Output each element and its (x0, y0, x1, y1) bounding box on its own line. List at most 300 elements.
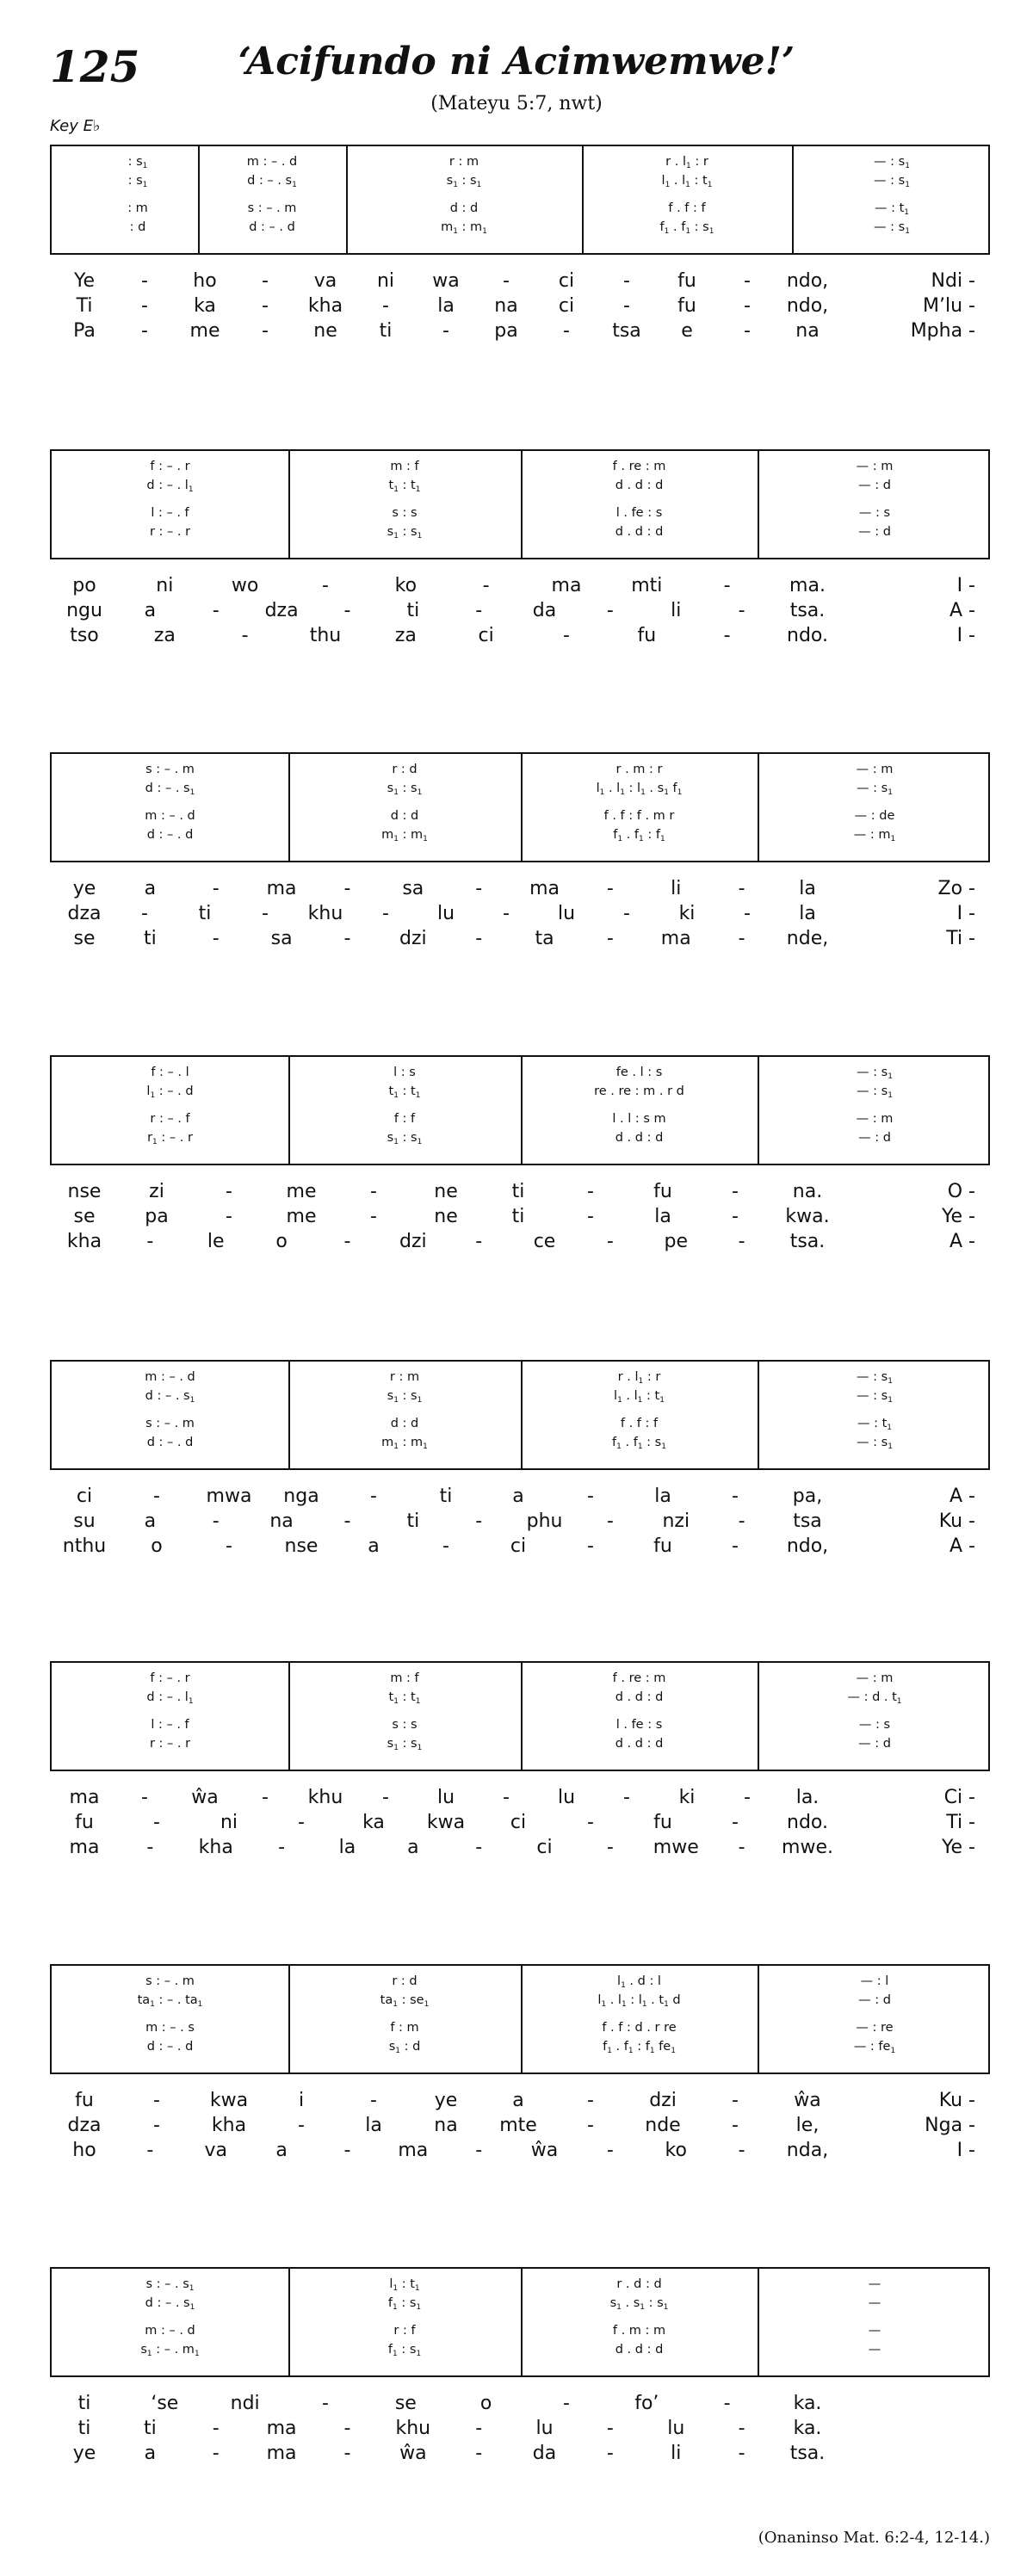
lyric-syllable: ne (313, 320, 337, 342)
voice-part-1 (52, 1066, 988, 1083)
measure-cell: f : f (393, 1112, 416, 1126)
lyric-syllable: - (153, 2115, 160, 2136)
measure-cell: $l_1$ . $l_1$ : $t_1$ (614, 1389, 665, 1405)
music-system-8 (50, 2267, 990, 2470)
lyric-syllable: nse (284, 1535, 319, 1557)
lyric-syllable: - (370, 2090, 377, 2111)
lyric-syllable: - (732, 1535, 739, 1557)
lyric-syllable: ‘se (151, 2393, 179, 2414)
lyric-syllable: kha (307, 295, 343, 317)
measure-cell: $f_1$ : $s_1$ (387, 2343, 422, 2358)
lyric-syllable: nga (283, 1486, 319, 1507)
lyric-syllable: - (503, 903, 510, 924)
lyric-syllable: li (671, 878, 682, 899)
lyrics-block (50, 1181, 990, 1258)
lyric-syllable: - (587, 1812, 594, 1833)
measure-cell: $t_1$ : $t_1$ (388, 1690, 421, 1706)
measure-cell: s : s (392, 1718, 418, 1732)
measure-cell: f : – . r (150, 1671, 190, 1685)
lyric-syllable: le (207, 1231, 225, 1252)
measure-cell: $f_1$ . $f_1$ : $f_1$ (613, 828, 665, 843)
lyric-line-verse-3 (50, 1535, 990, 1560)
lyric-syllable: la (654, 1486, 671, 1507)
lyric-syllable: da (532, 600, 557, 621)
measure-cell: $t_1$ : $t_1$ (388, 1084, 421, 1100)
lyric-syllable: na (795, 320, 820, 342)
lyric-syllable: - (738, 1837, 745, 1858)
lyric-syllable: - (141, 295, 148, 317)
measure-cell: — : de (854, 809, 895, 823)
lyric-syllable: - (343, 2140, 351, 2161)
measure-cell: s : – . $s_1$ (145, 2277, 195, 2293)
measure-cell: $l_1$ . $l_1$ : $l_1$ . $t_1$ d (597, 1993, 681, 2009)
voice-part-3 (52, 1718, 988, 1735)
lyric-syllable: sa (270, 928, 293, 949)
lyric-syllable: Ti (76, 295, 93, 317)
lyric-syllable: tsa (793, 1510, 822, 1532)
lyric-syllable: thu (309, 625, 342, 646)
lyric-syllable: ci (510, 1535, 527, 1557)
lyric-syllable: ma (266, 878, 297, 899)
lyric-syllable: - (738, 928, 745, 949)
lyric-pickup: I - (956, 2140, 975, 2161)
measure-cell: f . f : f (668, 201, 706, 215)
measure-cell: m : – . d (246, 155, 298, 169)
lyric-syllable: - (475, 1510, 483, 1532)
voice-part-3 (52, 809, 988, 826)
measure-cell: — : re (856, 2021, 894, 2035)
lyric-syllable: - (262, 1787, 269, 1808)
measure-cell: s : – . m (145, 763, 195, 776)
voice-part-4 (52, 2040, 988, 2057)
music-system-7 (50, 1964, 990, 2167)
lyric-syllable: - (587, 1181, 594, 1202)
notation-staff (50, 752, 990, 862)
lyric-syllable: mwe. (782, 1837, 833, 1858)
lyric-syllable: lu (667, 2418, 685, 2439)
lyric-line-verse-2 (50, 2115, 990, 2139)
lyric-syllable: - (723, 575, 731, 596)
measure-cell: m : – . d (145, 809, 195, 823)
lyric-syllable: - (382, 1787, 389, 1808)
lyric-syllable: nde, (786, 928, 829, 949)
measure-cell: — : $s_1$ (874, 155, 910, 170)
measure-cell: — : $t_1$ (857, 1417, 893, 1432)
measure-cell: $f_1$ : $s_1$ (387, 2296, 422, 2312)
voice-part-3 (52, 1112, 988, 1129)
measure-cell: $s_1$ : $s_1$ (446, 174, 482, 189)
lyric-syllable: ye (434, 2090, 458, 2111)
lyric-syllable: ma (529, 878, 560, 899)
lyric-syllable: li (671, 2443, 682, 2464)
lyric-line-verse-2 (50, 1812, 990, 1836)
measure-cell: — : m (856, 1112, 894, 1126)
lyric-syllable: a (512, 1486, 524, 1507)
lyric-syllable: da (532, 2443, 557, 2464)
lyric-syllable: pa (494, 320, 518, 342)
lyric-syllable: o (275, 1231, 288, 1252)
lyric-syllable: kha (66, 1231, 102, 1252)
lyric-line-verse-1 (50, 2393, 990, 2417)
lyric-line-verse-1 (50, 2090, 990, 2114)
measure-cell: r . m : r (615, 763, 663, 776)
lyric-syllable: ti (379, 320, 393, 342)
lyric-syllable: ti (143, 928, 157, 949)
lyric-pickup: I - (956, 625, 975, 646)
lyric-syllable: kwa (426, 1812, 466, 1833)
lyric-syllable: - (732, 2115, 739, 2136)
lyric-syllable: - (343, 928, 351, 949)
lyric-syllable: a (368, 1535, 380, 1557)
lyric-line-verse-2 (50, 295, 990, 319)
lyric-syllable: - (606, 2443, 614, 2464)
lyric-syllable: - (298, 2115, 305, 2136)
lyric-syllable: ne (434, 1206, 458, 1227)
lyric-syllable: ŵa (794, 2090, 821, 2111)
measure-cell: $f_1$ . $f_1$ : $s_1$ (612, 1436, 666, 1451)
lyric-syllable: - (738, 2418, 745, 2439)
lyric-syllable: la (365, 2115, 382, 2136)
lyric-syllable: - (606, 2418, 614, 2439)
lyric-syllable: me (189, 320, 220, 342)
measure-cell: $l_1$ . $l_1$ : $t_1$ (661, 174, 713, 189)
lyric-syllable: ma (398, 2140, 429, 2161)
measure-cell: f . re : m (612, 460, 666, 473)
measure-cell: — : $s_1$ (857, 781, 893, 797)
lyric-syllable: - (262, 903, 269, 924)
voice-part-1 (52, 1974, 988, 1992)
lyric-pickup: O - (947, 1181, 975, 1202)
lyric-syllable: - (503, 270, 510, 292)
key-signature: Key E♭ (50, 117, 101, 135)
lyric-pickup: Ye - (942, 1206, 975, 1227)
measure-cell: r . $l_1$ : r (617, 1370, 661, 1386)
lyric-syllable: tsa (612, 320, 641, 342)
lyric-syllable: - (503, 1787, 510, 1808)
lyric-syllable: su (73, 1510, 96, 1532)
lyric-syllable: me (286, 1181, 317, 1202)
lyric-syllable: na (434, 2115, 458, 2136)
lyric-syllable: - (732, 2090, 739, 2111)
lyric-syllable: ti (77, 2393, 91, 2414)
measure-cell: re . re : m . r d (594, 1084, 684, 1098)
measure-cell: $l_1$ . $l_1$ : $l_1$ . $s_1$ $f_1$ (596, 781, 683, 797)
measure-cell: — : $s_1$ (874, 174, 910, 189)
measure-cell: s : – . m (145, 1417, 195, 1430)
notation-staff (50, 1055, 990, 1165)
measure-cell: $ta_1$ : – . $ta_1$ (137, 1993, 203, 2009)
lyric-syllable: mti (631, 575, 663, 596)
lyric-syllable: - (738, 1231, 745, 1252)
measure-cell: l . fe : s (615, 1718, 663, 1732)
lyric-syllable: ci (510, 1812, 527, 1833)
lyric-syllable: ma (69, 1837, 100, 1858)
lyric-syllable: - (212, 600, 220, 621)
lyric-syllable: - (278, 1837, 286, 1858)
music-system-2 (50, 449, 990, 652)
voice-part-2 (52, 1690, 988, 1708)
measure-cell: d : – . d (146, 828, 194, 842)
lyric-syllable: - (146, 1231, 154, 1252)
measure-cell: d : – . $s_1$ (145, 781, 195, 797)
lyric-syllable: - (723, 2393, 731, 2414)
lyric-syllable: li (671, 600, 682, 621)
lyric-syllable: lu (436, 1787, 455, 1808)
measure-cell: d . d : d (615, 525, 664, 539)
notation-staff (50, 145, 990, 255)
lyric-syllable: na. (792, 1181, 823, 1202)
measure-cell: — : s (858, 1718, 891, 1732)
measure-cell: f . f : f . m r (603, 809, 675, 823)
lyric-syllable: - (370, 1181, 377, 1202)
lyric-syllable: - (587, 1206, 594, 1227)
lyric-syllable: - (322, 2393, 329, 2414)
lyric-syllable: - (723, 625, 731, 646)
voice-part-1 (52, 155, 988, 172)
hymn-title: ‘Acifundo ni Acimwemwe!’ (238, 40, 795, 83)
lyric-syllable: - (442, 320, 449, 342)
lyric-syllable: fu (75, 2090, 94, 2111)
measure-cell: f . m : m (612, 2324, 666, 2338)
lyric-syllable: - (732, 1206, 739, 1227)
lyric-syllable: a (144, 1510, 157, 1532)
lyric-syllable: ci (536, 1837, 553, 1858)
lyric-syllable: va (313, 270, 337, 292)
measure-cell: r . $l_1$ : r (665, 155, 708, 170)
voice-part-4 (52, 1737, 988, 1754)
voice-part-1 (52, 1370, 988, 1387)
lyric-syllable: - (241, 625, 249, 646)
measure-cell: $s_1$ : $s_1$ (387, 525, 423, 541)
measure-cell: f . f : f (620, 1417, 659, 1430)
voice-part-2 (52, 2296, 988, 2313)
lyric-syllable: va (204, 2140, 227, 2161)
measure-cell: m : f (390, 460, 419, 473)
measure-cell: f . re : m (612, 1671, 666, 1685)
lyric-syllable: - (475, 1231, 483, 1252)
lyric-syllable: zi (149, 1181, 164, 1202)
lyric-syllable: a (144, 600, 157, 621)
measure-cell: m : – . d (145, 2324, 195, 2338)
lyric-syllable: kha (211, 2115, 247, 2136)
lyric-syllable: ti (511, 1206, 525, 1227)
lyric-syllable: ki (678, 903, 696, 924)
lyric-syllable: - (226, 1535, 232, 1557)
measure-cell: — (868, 2277, 881, 2291)
measure-cell: d : – . $l_1$ (146, 1690, 194, 1706)
lyric-syllable: - (587, 2090, 594, 2111)
lyric-pickup: Ti - (946, 1812, 975, 1833)
lyric-syllable: - (482, 575, 490, 596)
lyric-pickup: Nga - (925, 2115, 975, 2136)
lyric-syllable: ma (660, 928, 691, 949)
measure-cell: — : $s_1$ (857, 1389, 893, 1405)
lyric-syllable: - (744, 320, 751, 342)
lyric-line-verse-3 (50, 320, 990, 344)
measure-cell: d : – . d (249, 220, 295, 234)
lyric-syllable: o (151, 1535, 163, 1557)
measure-cell: — (868, 2324, 881, 2338)
measure-cell: d : – . d (146, 1436, 194, 1449)
lyric-syllable: - (744, 1787, 751, 1808)
lyric-syllable: - (212, 2443, 220, 2464)
lyric-syllable: - (475, 878, 483, 899)
lyric-syllable: - (563, 320, 570, 342)
measure-cell: r : – . r (149, 525, 191, 539)
lyric-syllable: - (153, 1486, 160, 1507)
lyric-syllable: - (738, 2140, 745, 2161)
lyric-syllable: ngu (66, 600, 102, 621)
lyric-syllable: - (744, 903, 751, 924)
measure-cell: : $s_1$ (127, 155, 148, 170)
lyric-syllable: ka. (793, 2418, 822, 2439)
lyric-syllable: - (563, 625, 570, 646)
voice-part-3 (52, 1417, 988, 1434)
measure-cell: $l_1$ : $t_1$ (389, 2277, 420, 2293)
lyric-syllable: nzi (662, 1510, 690, 1532)
measure-cell: $r_1$ : – . r (147, 1131, 193, 1146)
lyric-line-verse-1 (50, 270, 990, 294)
lyrics-block (50, 878, 990, 955)
lyric-syllable: - (623, 295, 630, 317)
lyric-syllable: - (606, 1510, 614, 1532)
lyric-syllable: tso (70, 625, 99, 646)
lyric-line-verse-1 (50, 575, 990, 599)
lyric-syllable: ŵa (530, 2140, 559, 2161)
lyric-syllable: a (275, 2140, 288, 2161)
lyric-syllable: ma (266, 2443, 297, 2464)
voice-part-4 (52, 220, 988, 238)
measure-cell: — : $s_1$ (857, 1084, 893, 1100)
measure-cell: — : m (856, 1671, 894, 1685)
notation-staff (50, 2267, 990, 2377)
lyric-line-verse-3 (50, 2140, 990, 2164)
measure-cell: — : l (860, 1974, 889, 1988)
lyric-pickup: I - (956, 903, 975, 924)
lyric-syllable: dzi (399, 1231, 427, 1252)
voice-part-2 (52, 1389, 988, 1406)
lyric-pickup: Mpha - (910, 320, 975, 342)
measure-cell: l : – . f (151, 506, 189, 520)
lyric-syllable: e (681, 320, 693, 342)
lyric-syllable: a (407, 1837, 419, 1858)
lyric-syllable: - (262, 295, 269, 317)
voice-part-3 (52, 2021, 988, 2038)
lyric-syllable: tsa. (789, 1231, 826, 1252)
lyric-syllable: kwa (209, 2090, 249, 2111)
lyric-syllable: ndo, (786, 270, 829, 292)
measure-cell: d . d : d (615, 479, 664, 492)
lyric-syllable: fo’ (634, 2393, 659, 2414)
measure-cell: r : m (389, 1370, 420, 1384)
lyric-syllable: - (343, 1510, 351, 1532)
measure-cell: d : d (390, 809, 419, 823)
measure-cell: l : – . f (151, 1718, 189, 1732)
lyric-syllable: fu (677, 270, 696, 292)
lyric-syllable: - (606, 928, 614, 949)
lyric-syllable: - (606, 1231, 614, 1252)
voice-part-4 (52, 525, 988, 542)
measure-cell: l . fe : s (615, 506, 663, 520)
lyric-syllable: ka (194, 295, 216, 317)
lyric-syllable: tsa. (789, 600, 826, 621)
lyric-syllable: wo (231, 575, 259, 596)
measure-cell: : $s_1$ (127, 174, 148, 189)
lyric-syllable: ndo, (786, 295, 829, 317)
lyric-syllable: - (623, 903, 630, 924)
lyric-syllable: - (141, 270, 148, 292)
lyric-syllable: - (732, 1812, 739, 1833)
lyric-syllable: - (475, 600, 483, 621)
lyric-syllable: ŵa (191, 1787, 219, 1808)
lyric-syllable: fu (653, 1535, 672, 1557)
lyric-syllable: la (799, 903, 816, 924)
lyric-syllable: phu (526, 1510, 563, 1532)
lyric-syllable: ka (362, 1812, 385, 1833)
hymn-number: 125 (50, 41, 140, 92)
measure-cell: $s_1$ : $s_1$ (387, 1389, 423, 1405)
measure-cell: f : – . r (150, 460, 190, 473)
lyric-syllable: khu (307, 1787, 343, 1808)
measure-cell: r : d (392, 1974, 418, 1988)
voice-part-4 (52, 1131, 988, 1148)
measure-cell: — : d (858, 525, 891, 539)
music-system-6 (50, 1661, 990, 1864)
lyric-pickup: Ndi - (931, 270, 975, 292)
measure-cell: r : – . r (149, 1737, 191, 1751)
measure-cell: f : m (390, 2021, 419, 2035)
lyric-pickup: M’lu - (923, 295, 975, 317)
measure-cell: — : $t_1$ (874, 201, 910, 217)
measure-cell: $m_1$ : $m_1$ (381, 1436, 428, 1451)
lyric-syllable: - (153, 2090, 160, 2111)
lyric-syllable: nthu (62, 1535, 107, 1557)
measure-cell: d : – . $l_1$ (146, 479, 194, 494)
lyric-syllable: ndo. (787, 1812, 828, 1833)
lyric-syllable: dza (67, 903, 102, 924)
lyric-syllable: me (286, 1206, 317, 1227)
lyric-syllable: - (475, 2443, 483, 2464)
lyric-syllable: - (212, 1510, 220, 1532)
lyric-syllable: - (475, 928, 483, 949)
lyric-syllable: ti (143, 2418, 157, 2439)
lyric-syllable: - (141, 903, 148, 924)
lyric-syllable: ho (72, 2140, 96, 2161)
lyric-syllable: - (212, 878, 220, 899)
lyric-syllable: Pa (73, 320, 96, 342)
lyric-syllable: ni (156, 575, 174, 596)
lyric-syllable: ti (406, 600, 420, 621)
voice-part-3 (52, 2324, 988, 2341)
measure-cell: $m_1$ : $m_1$ (441, 220, 487, 236)
measure-cell: d . d : d (615, 1690, 664, 1704)
lyric-syllable: - (623, 1787, 630, 1808)
lyric-syllable: ci (558, 295, 575, 317)
lyric-syllable: ne (434, 1181, 458, 1202)
lyric-syllable: - (738, 878, 745, 899)
measure-cell: — : s (858, 506, 891, 520)
lyric-syllable: ye (72, 2443, 96, 2464)
measure-cell: $s_1$ : – . $m_1$ (140, 2343, 200, 2358)
measure-cell: $t_1$ : $t_1$ (388, 479, 421, 494)
lyric-pickup: Ci - (943, 1787, 975, 1808)
voice-part-4 (52, 828, 988, 845)
lyric-syllable: - (606, 878, 614, 899)
lyric-syllable: - (343, 2418, 351, 2439)
lyric-syllable: mwe (653, 1837, 699, 1858)
lyric-syllable: - (370, 1206, 377, 1227)
lyric-syllable: - (738, 1510, 745, 1532)
